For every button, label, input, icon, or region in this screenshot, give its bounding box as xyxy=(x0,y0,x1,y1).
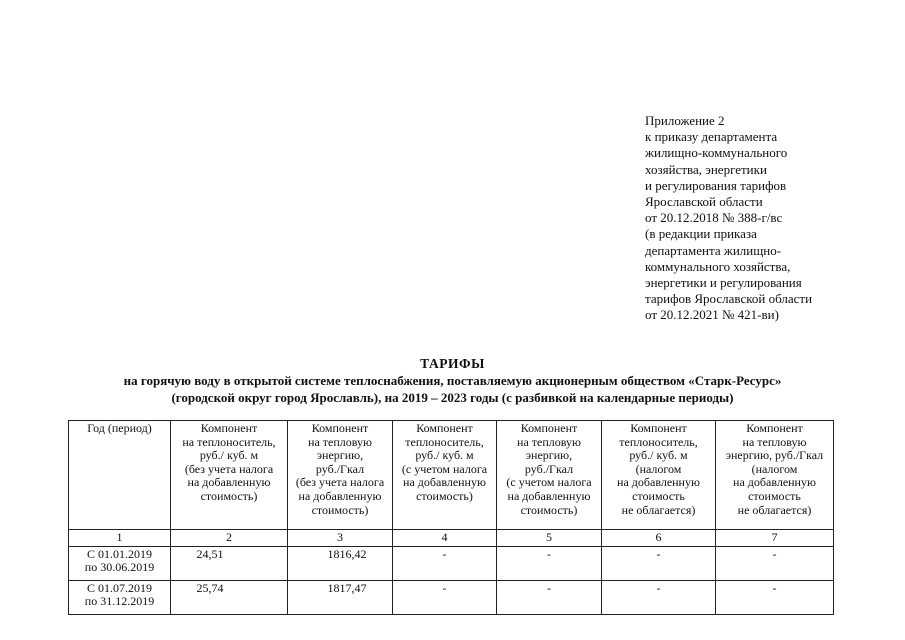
header-col-7: Компонент на тепловую энергию, руб./Гкал (налогом на добавленную стоимость не облагается) xyxy=(716,421,834,530)
table-header-row xyxy=(69,421,834,530)
value-cell: - xyxy=(497,546,602,580)
header-period: Год (период) xyxy=(69,421,171,530)
value-cell: 25,74 xyxy=(171,580,288,614)
value-cell: - xyxy=(602,580,716,614)
value-cell: - xyxy=(393,546,497,580)
column-number: 3 xyxy=(288,530,393,547)
tariffs-table xyxy=(68,420,834,615)
column-number: 7 xyxy=(716,530,834,547)
header-col-3: Компонент на тепловую энергию, руб./Гкал (без учета налога на добавленную стоимость) xyxy=(288,421,393,530)
title-line-1: на горячую воду в открытой системе теплоснабжения, поставляемую акционерным обществом «Старк-Ресурс» xyxy=(123,373,782,388)
value-cell: - xyxy=(393,580,497,614)
header-col-4: Компонент теплоноситель, руб./ куб. м (с учетом налога на добавленную стоимость) xyxy=(393,421,497,530)
value-cell: - xyxy=(602,546,716,580)
column-number: 6 xyxy=(602,530,716,547)
column-number: 2 xyxy=(171,530,288,547)
period-cell: С 01.01.2019 по 30.06.2019 xyxy=(69,546,171,580)
value-cell: 1816,42 xyxy=(288,546,393,580)
header-col-2: Компонент на теплоноситель, руб./ куб. м (без учета налога на добавленную стоимость) xyxy=(171,421,288,530)
appendix-note: Приложение 2 к приказу департамента жилищно-коммунального хозяйства, энергетики и регулирования тарифов Ярославской области от 20.12.2018 № 388-г/вс (в редакции приказа департамента жилищно- коммунального хозяйства, энергетики и регулирования тарифов Ярославской области от 20.12.2021 № 421-ви) xyxy=(645,113,813,323)
value-cell: - xyxy=(497,580,602,614)
value-cell: 1817,47 xyxy=(288,580,393,614)
value-cell: - xyxy=(716,580,834,614)
column-number: 5 xyxy=(497,530,602,547)
value-cell: 24,51 xyxy=(171,546,288,580)
title-line-2: (городской округ город Ярославль), на 2019 – 2023 годы (с разбивкой на календарные периоды) xyxy=(171,390,734,405)
header-col-5: Компонент на тепловую энергию, руб./Гкал (с учетом налога на добавленную стоимость) xyxy=(497,421,602,530)
table-row xyxy=(69,580,834,614)
header-col-6: Компонент теплоноситель, руб./ куб. м (налогом на добавленную стоимость не облагается) xyxy=(602,421,716,530)
table-row xyxy=(69,546,834,580)
column-number-row xyxy=(69,530,834,547)
title-main: ТАРИФЫ xyxy=(420,356,485,371)
document-title xyxy=(0,355,905,406)
column-number: 4 xyxy=(393,530,497,547)
period-cell: С 01.07.2019 по 31.12.2019 xyxy=(69,580,171,614)
column-number: 1 xyxy=(69,530,171,547)
value-cell: - xyxy=(716,546,834,580)
